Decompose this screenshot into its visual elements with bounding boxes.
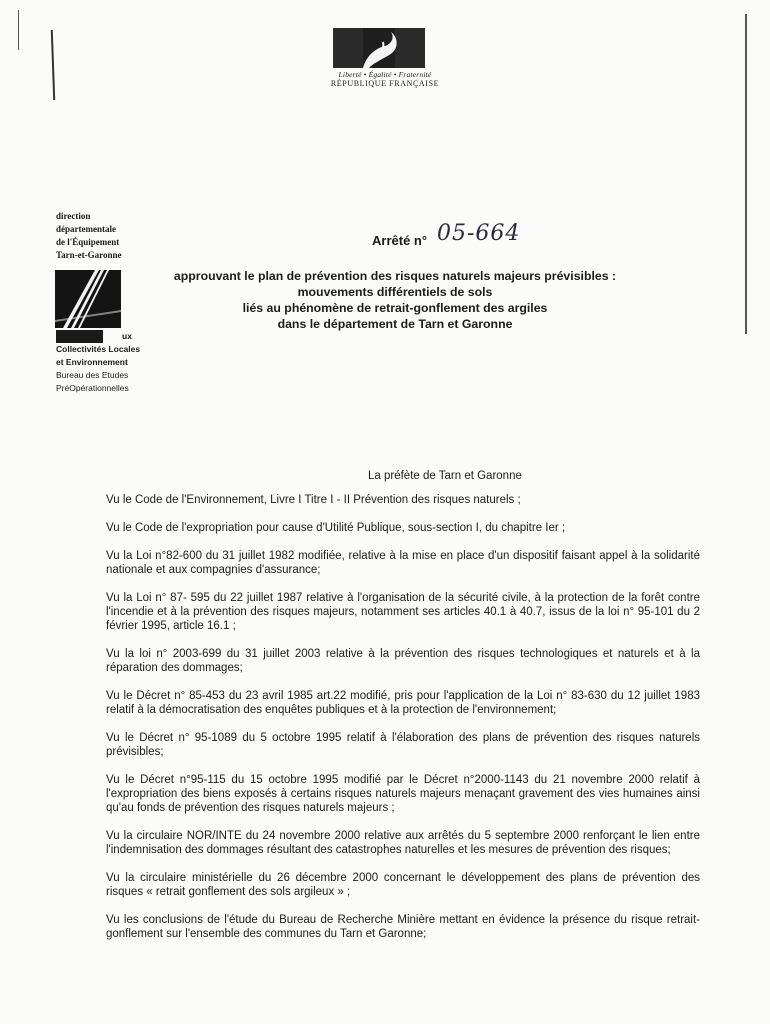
subject-line: dans le département de Tarn et Garonne	[277, 317, 513, 331]
service-line-end: ux	[122, 331, 132, 341]
bureau-line: PréOpérationnelles	[56, 383, 129, 393]
department-line: de l'Équipement	[56, 237, 120, 247]
department-line: Tarn-et-Garonne	[56, 250, 122, 260]
consideration-item: Vu le Décret n°95-115 du 15 octobre 1995 modifié par le Décret n°2000-1143 du 21 novembre 2000 relatif à l'expropriation des biens exposés à certains risques naturels majeurs menaçant gravement des vies humaines ainsi qu'au fonds de prévention des risques naturels majeurs ;	[106, 774, 700, 814]
service-line-start: Service des	[56, 331, 104, 341]
department-line: départementale	[56, 224, 116, 234]
consideration-item: Vu la circulaire NOR/INTE du 24 novembre 2000 relative aux arrêtés du 5 septembre 2000 renforçant le lien entre l'indemnisation des dommages résultant des catastrophes naturelles et les mesures de prévention des risques;	[106, 830, 700, 856]
subject-line: approuvant le plan de prévention des risques naturels majeurs prévisibles :	[173, 269, 617, 283]
issuing-authority: La préfète de Tarn et Garonne	[368, 470, 522, 482]
consideration-item: Vu la circulaire ministérielle du 26 décembre 2000 concernant le développement des plans de prévention des risques « retrait gonflement des sols argileux » ;	[106, 872, 700, 898]
service-line: et Environnement	[56, 357, 128, 367]
arrete-subject	[150, 268, 640, 332]
consideration-item: Vu la Loi n° 87- 595 du 22 juillet 1987 relative à l'organisation de la sécurité civile, à la protection de la forêt contre l'incendie et à la prévention des risques majeurs, notamment ses articles 40.1 à 40.7, issus de la loi n° 95-101 du 2 février 1995, article 16.1 ;	[106, 592, 700, 632]
considerations-list	[106, 493, 700, 955]
bureau-line: Bureau des Etudes	[56, 370, 129, 380]
republic-motto: Liberté • Égalité • Fraternité	[338, 70, 432, 79]
consideration-item: Vu le Décret n° 95-1089 du 5 octobre 1995 relatif à l'élaboration des plans de prévention des risques naturels prévisibles;	[106, 732, 700, 758]
arrete-number-handwritten: 05-664	[437, 221, 521, 246]
consideration-item: Vu le Code de l'expropriation pour cause d'Utilité Publique, sous-section I, du chapitre Ier ;	[106, 522, 566, 534]
consideration-item: Vu les conclusions de l'étude du Bureau de Recherche Minière mettant en évidence la présence du risque retrait-gonflement sur l'ensemble des communes du Tarn et Garonne;	[106, 914, 700, 940]
subject-line: mouvements différentiels de sols	[297, 285, 493, 299]
department-line: direction	[56, 211, 91, 221]
ministry-logo-icon	[55, 270, 121, 328]
arrete-label: Arrêté n°	[372, 233, 428, 248]
subject-line: liés au phénomène de retrait-gonflement des argiles	[242, 301, 548, 315]
service-name	[56, 330, 166, 395]
scan-edge-mark	[18, 10, 19, 50]
scan-edge-mark	[51, 30, 55, 100]
republic-name: RÉPUBLIQUE FRANÇAISE	[330, 79, 440, 88]
scan-edge-mark	[745, 14, 747, 334]
marianne-logo-icon	[333, 28, 425, 68]
consideration-item: Vu la loi n° 2003-699 du 31 juillet 2003 relative à la prévention des risques technologiques et naturels et à la réparation des dommages;	[106, 648, 700, 674]
consideration-item: Vu le Décret n° 85-453 du 23 avril 1985 art.22 modifié, pris pour l'application de la Loi n° 83-630 du 12 juillet 1983 relatif à la démocratisation des enquêtes publiques et à la protection de l'environnement;	[106, 690, 700, 716]
consideration-item: Vu le Code de l'Environnement, Livre I Titre I - II Prévention des risques naturels ;	[106, 494, 521, 506]
service-line: Collectivités Locales	[56, 344, 141, 354]
consideration-item: Vu la Loi n°82-600 du 31 juillet 1982 modifiée, relative à la mise en place d'un dispositif faisant appel à la solidarité nationale et aux compagnies d'assurance;	[106, 550, 700, 576]
department-name	[56, 210, 146, 262]
